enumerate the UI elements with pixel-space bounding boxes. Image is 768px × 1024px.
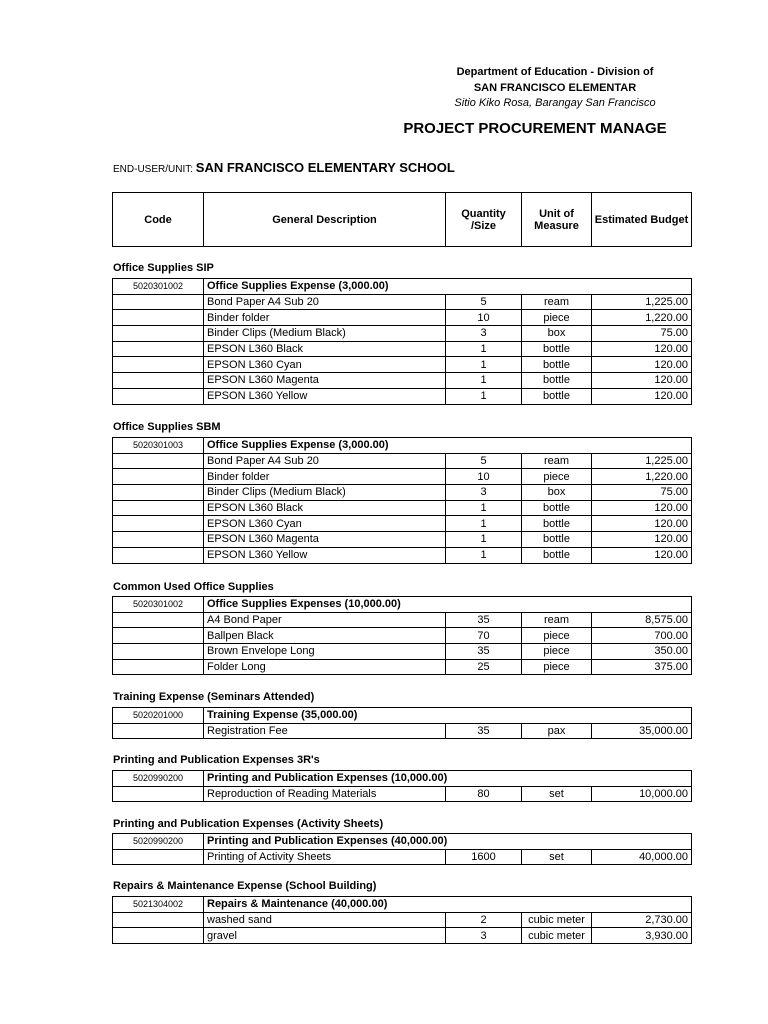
item-unit: bottle [522,516,592,532]
item-quantity: 1600 [446,849,522,865]
section-title: Office Supplies SIP [113,262,214,274]
category-label: Office Supplies Expense (3,000.00) [204,438,692,454]
table-row [113,310,692,326]
table-row [113,786,692,802]
item-quantity: 1 [446,547,522,563]
item-description: Binder Clips (Medium Black) [204,326,446,342]
department-name: Department of Education - Division of [456,66,654,78]
category-label: Repairs & Maintenance (40,000.00) [204,897,692,913]
item-description: EPSON L360 Magenta [204,532,446,548]
section-title: Printing and Publication Expenses 3R's [113,754,320,766]
table-row [113,644,692,660]
item-description: Reproduction of Reading Materials [204,786,446,802]
item-code [113,723,204,739]
section-title: Common Used Office Supplies [113,581,274,593]
account-code: 5021304002 [113,897,204,913]
item-quantity: 25 [446,659,522,675]
item-description: Bond Paper A4 Sub 20 [204,453,446,469]
col-quantity-header: Quantity /Size [446,193,522,247]
item-unit: ream [522,453,592,469]
item-code [113,500,204,516]
item-budget: 75.00 [592,326,692,342]
item-code [113,628,204,644]
item-description: EPSON L360 Cyan [204,357,446,373]
col-budget-header: Estimated Budget [592,193,692,247]
item-budget: 120.00 [592,341,692,357]
item-code [113,294,204,310]
table-row [113,628,692,644]
item-unit: set [522,849,592,865]
section-title: Office Supplies SBM [113,421,221,433]
account-code: 5020301002 [113,597,204,613]
item-description: Binder folder [204,469,446,485]
category-label: Printing and Publication Expenses (10,000.00) [204,771,692,787]
school-name: SAN FRANCISCO ELEMENTAR [473,82,637,94]
category-label: Training Expense (35,000.00) [204,708,692,724]
item-quantity: 35 [446,612,522,628]
account-code: 5020301003 [113,438,204,454]
category-row [113,438,692,454]
item-description: gravel [204,928,446,944]
col-description-header: General Description [204,193,446,247]
item-code [113,912,204,928]
item-quantity: 1 [446,516,522,532]
item-code [113,310,204,326]
item-code [113,849,204,865]
section-table [112,278,692,405]
item-budget: 1,225.00 [592,453,692,469]
section-table [112,833,692,865]
item-quantity: 10 [446,469,522,485]
item-quantity: 10 [446,310,522,326]
item-budget: 375.00 [592,659,692,675]
table-row [113,326,692,342]
table-row [113,928,692,944]
item-quantity: 1 [446,500,522,516]
item-unit: bottle [522,341,592,357]
item-code [113,532,204,548]
item-unit: bottle [522,547,592,563]
category-label: Office Supplies Expenses (10,000.00) [204,597,692,613]
school-address: Sitio Kiko Rosa, Barangay San Francisco [454,97,656,109]
item-budget: 120.00 [592,500,692,516]
item-budget: 2,730.00 [592,912,692,928]
table-row [113,341,692,357]
item-quantity: 3 [446,928,522,944]
account-code: 5020301002 [113,279,204,295]
item-code [113,453,204,469]
table-row [113,373,692,389]
item-budget: 120.00 [592,388,692,404]
section-table [112,596,692,675]
item-code [113,786,204,802]
item-quantity: 1 [446,532,522,548]
item-quantity: 1 [446,357,522,373]
col-code-header: Code [113,193,204,247]
item-budget: 35,000.00 [592,723,692,739]
item-description: Printing of Activity Sheets [204,849,446,865]
table-row [113,849,692,865]
item-code [113,388,204,404]
item-quantity: 3 [446,326,522,342]
item-unit: bottle [522,388,592,404]
category-row [113,708,692,724]
item-unit: bottle [522,357,592,373]
section-table [112,770,692,802]
item-code [113,659,204,675]
item-description: EPSON L360 Magenta [204,373,446,389]
item-budget: 8,575.00 [592,612,692,628]
item-code [113,341,204,357]
item-budget: 10,000.00 [592,786,692,802]
table-row [113,500,692,516]
end-user-line [113,160,455,175]
item-budget: 120.00 [592,357,692,373]
item-unit: piece [522,628,592,644]
item-code [113,373,204,389]
item-unit: piece [522,659,592,675]
item-code [113,644,204,660]
item-quantity: 5 [446,453,522,469]
table-row [113,357,692,373]
item-quantity: 35 [446,644,522,660]
table-row [113,388,692,404]
item-budget: 120.00 [592,516,692,532]
item-unit: box [522,485,592,501]
category-row [113,279,692,295]
item-unit: pax [522,723,592,739]
item-description: Folder Long [204,659,446,675]
item-quantity: 2 [446,912,522,928]
item-quantity: 3 [446,485,522,501]
item-budget: 75.00 [592,485,692,501]
item-unit: piece [522,644,592,660]
item-quantity: 5 [446,294,522,310]
category-label: Printing and Publication Expenses (40,000.00) [204,834,692,850]
section-table [112,707,692,739]
section-title: Printing and Publication Expenses (Activity Sheets) [113,818,384,830]
item-description: Binder Clips (Medium Black) [204,485,446,501]
table-row [113,294,692,310]
table-row [113,547,692,563]
item-budget: 3,930.00 [592,928,692,944]
item-code [113,547,204,563]
column-header-row [113,193,692,247]
item-budget: 120.00 [592,373,692,389]
table-row [113,469,692,485]
item-budget: 1,220.00 [592,310,692,326]
item-code [113,612,204,628]
item-code [113,485,204,501]
page-title: PROJECT PROCUREMENT MANAGE [403,120,667,137]
item-description: EPSON L360 Black [204,341,446,357]
item-quantity: 1 [446,388,522,404]
item-unit: bottle [522,532,592,548]
item-budget: 1,220.00 [592,469,692,485]
table-row [113,912,692,928]
item-description: Bond Paper A4 Sub 20 [204,294,446,310]
item-budget: 700.00 [592,628,692,644]
item-budget: 120.00 [592,532,692,548]
item-quantity: 80 [446,786,522,802]
table-row [113,612,692,628]
item-unit: ream [522,294,592,310]
col-unit-header: Unit of Measure [522,193,592,247]
account-code: 5020201000 [113,708,204,724]
item-code [113,326,204,342]
table-row [113,532,692,548]
item-unit: cubic meter [522,928,592,944]
item-unit: cubic meter [522,912,592,928]
table-row [113,659,692,675]
section-title: Repairs & Maintenance Expense (School Building) [113,880,377,892]
item-unit: piece [522,310,592,326]
item-unit: set [522,786,592,802]
item-quantity: 70 [446,628,522,644]
column-header-table [112,192,692,247]
item-code [113,516,204,532]
item-description: Registration Fee [204,723,446,739]
item-budget: 350.00 [592,644,692,660]
item-code [113,357,204,373]
item-quantity: 35 [446,723,522,739]
account-code: 5020990200 [113,834,204,850]
item-quantity: 1 [446,341,522,357]
section-table [112,437,692,564]
end-user-value: SAN FRANCISCO ELEMENTARY SCHOOL [195,160,455,175]
table-row [113,485,692,501]
item-unit: piece [522,469,592,485]
item-code [113,928,204,944]
item-description: Binder folder [204,310,446,326]
item-description: EPSON L360 Yellow [204,547,446,563]
item-unit: box [522,326,592,342]
item-description: EPSON L360 Black [204,500,446,516]
category-row [113,834,692,850]
table-row [113,516,692,532]
item-budget: 120.00 [592,547,692,563]
category-row [113,771,692,787]
item-budget: 1,225.00 [592,294,692,310]
item-code [113,469,204,485]
section-title: Training Expense (Seminars Attended) [113,691,315,703]
section-table [112,896,692,944]
item-unit: bottle [522,373,592,389]
item-budget: 40,000.00 [592,849,692,865]
table-row [113,723,692,739]
item-quantity: 1 [446,373,522,389]
item-description: EPSON L360 Yellow [204,388,446,404]
item-description: Ballpen Black [204,628,446,644]
item-unit: ream [522,612,592,628]
item-description: EPSON L360 Cyan [204,516,446,532]
item-unit: bottle [522,500,592,516]
item-description: Brown Envelope Long [204,644,446,660]
table-row [113,453,692,469]
account-code: 5020990200 [113,771,204,787]
category-row [113,597,692,613]
category-label: Office Supplies Expense (3,000.00) [204,279,692,295]
item-description: A4 Bond Paper [204,612,446,628]
category-row [113,897,692,913]
item-description: washed sand [204,912,446,928]
end-user-label: END-USER/UNIT: [113,164,194,175]
